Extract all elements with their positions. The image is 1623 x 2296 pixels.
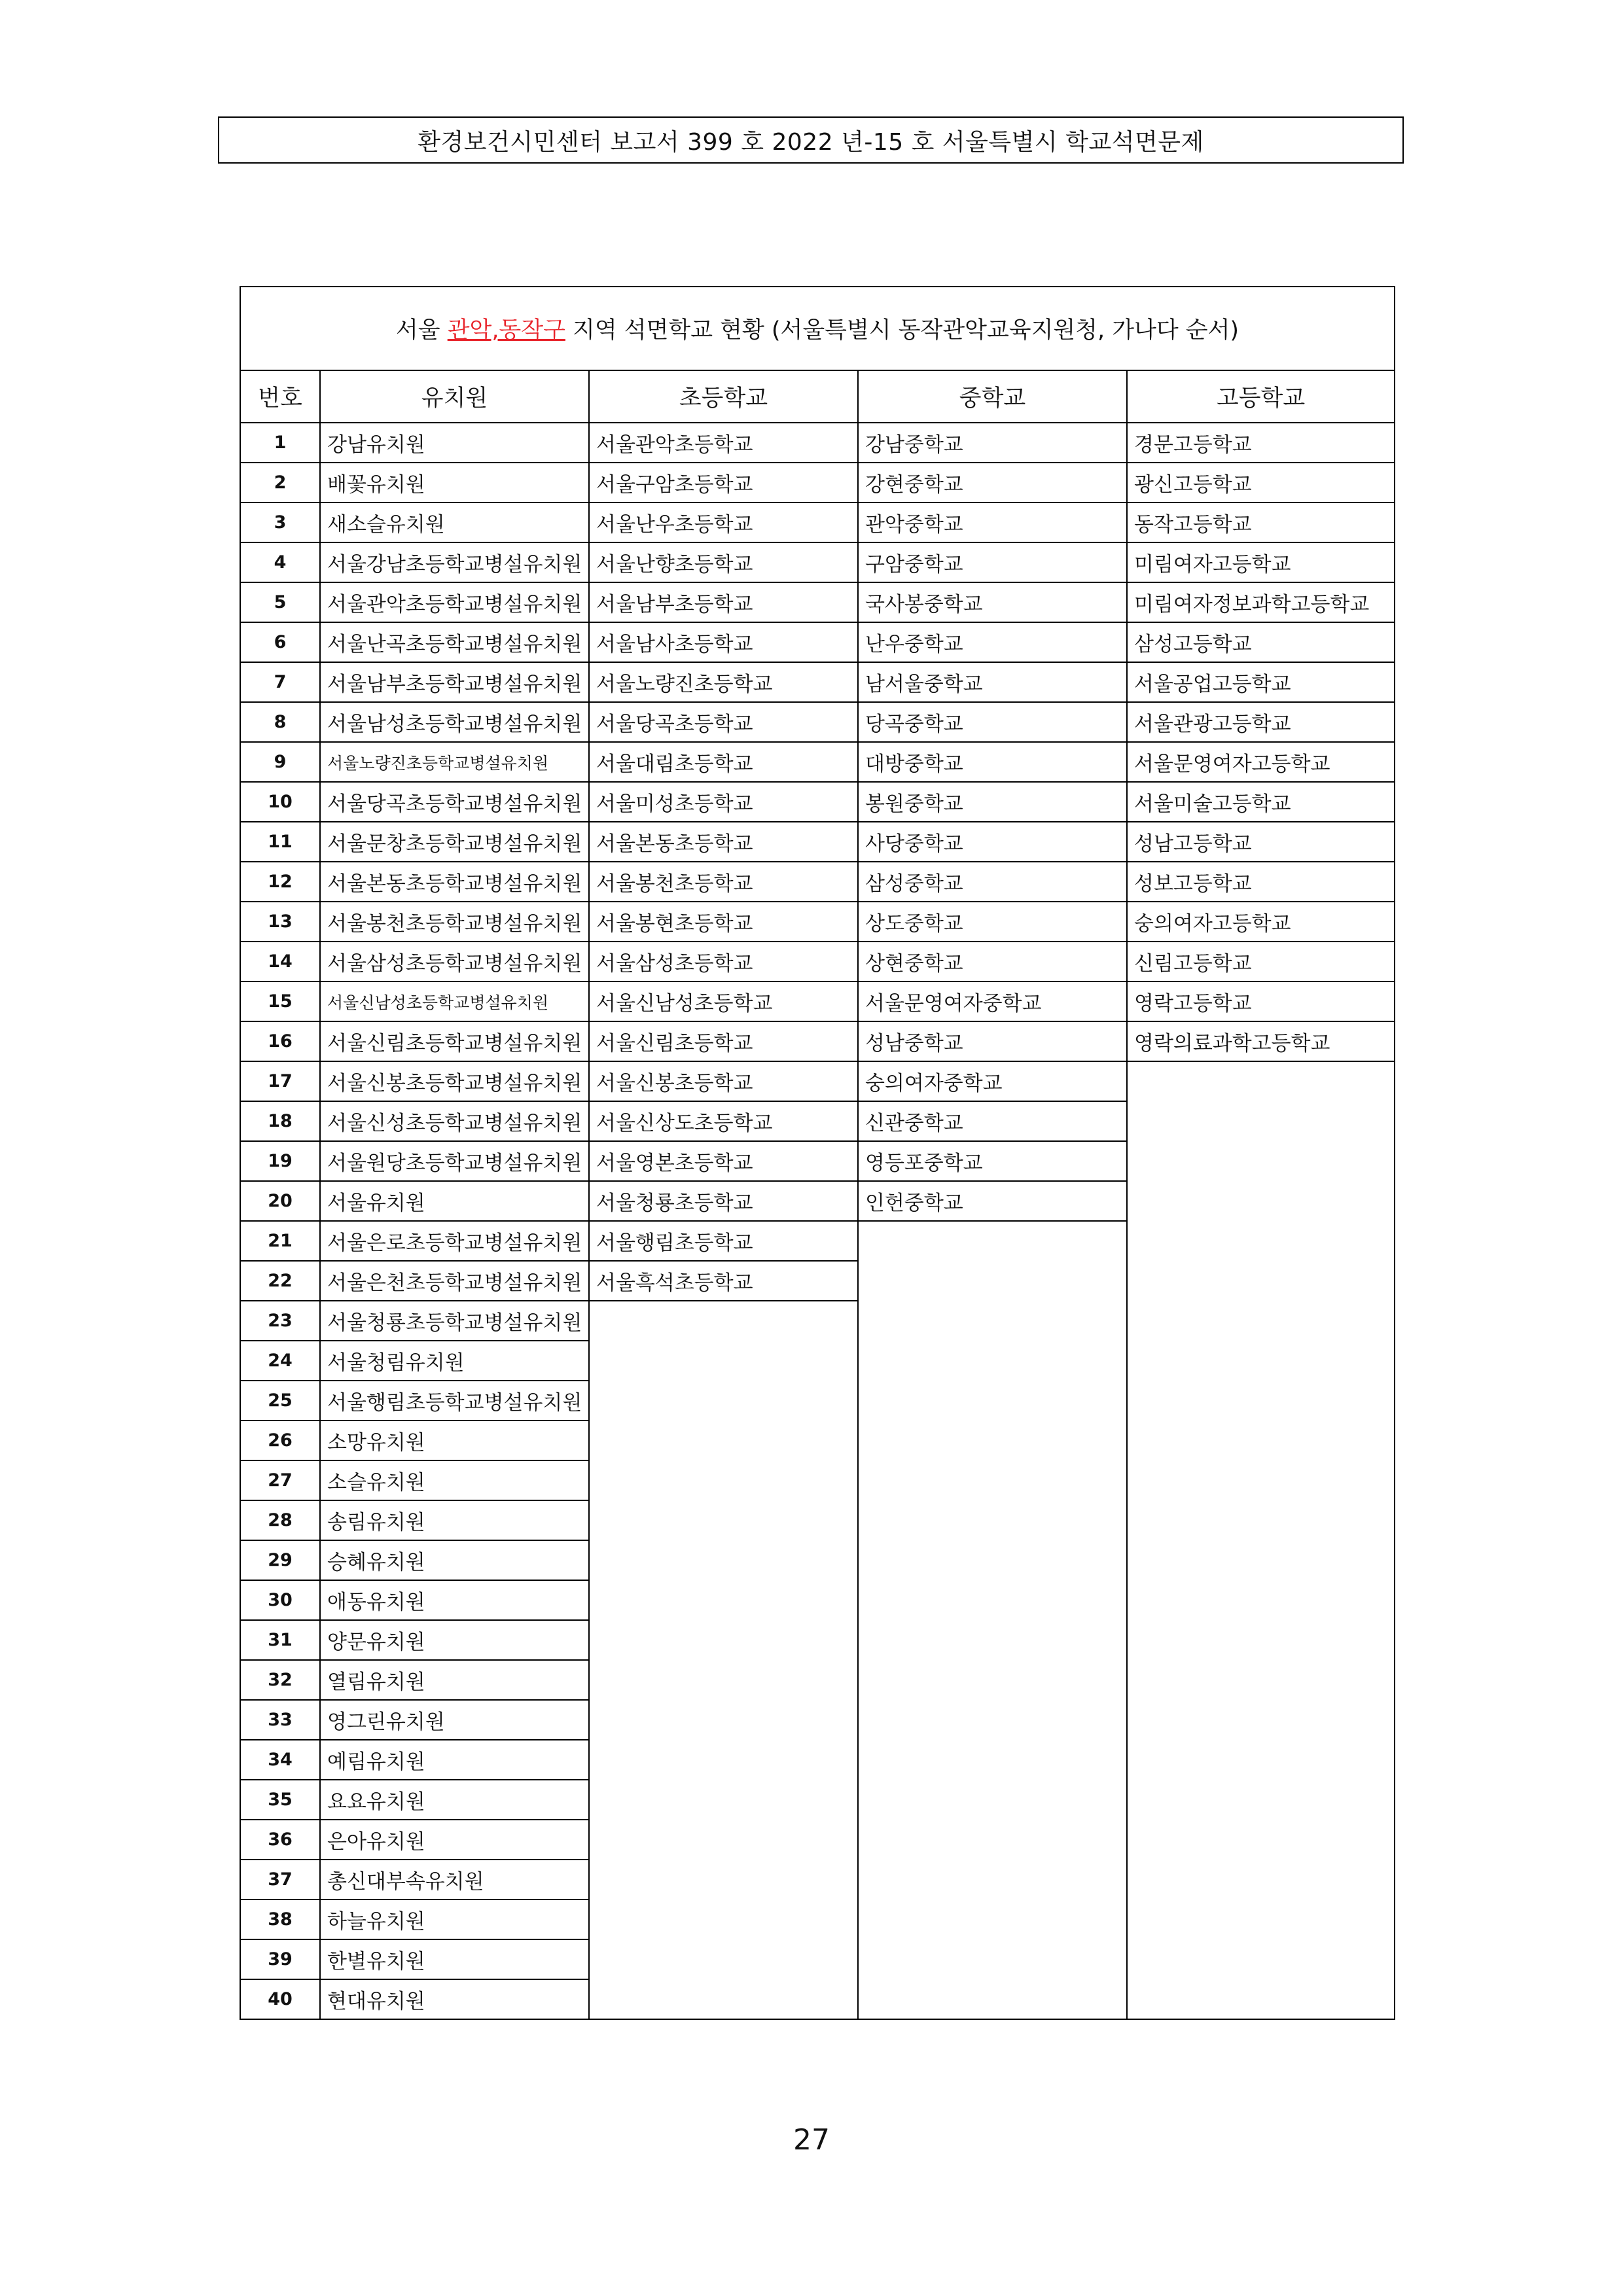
kindergarten-cell: 서울문창초등학교병설유치원	[320, 822, 589, 862]
elementary-cell: 서울청룡초등학교	[589, 1181, 858, 1221]
high-cell: 미림여자고등학교	[1127, 542, 1395, 582]
elementary-cell: 서울영본초등학교	[589, 1141, 858, 1181]
middle-cell: 남서울중학교	[858, 662, 1127, 702]
high-cell: 광신고등학교	[1127, 463, 1395, 503]
row-number: 11	[240, 822, 320, 862]
high-cell: 성보고등학교	[1127, 862, 1395, 902]
table-row	[240, 542, 1395, 582]
elementary-cell: 서울신봉초등학교	[589, 1061, 858, 1101]
middle-cell: 성남중학교	[858, 1021, 1127, 1061]
middle-cell: 강현중학교	[858, 463, 1127, 503]
middle-cell: 난우중학교	[858, 622, 1127, 662]
high-cell: 서울관광고등학교	[1127, 702, 1395, 742]
row-number: 38	[240, 1899, 320, 1939]
row-number: 15	[240, 981, 320, 1021]
table-row	[240, 981, 1395, 1021]
elementary-cell: 서울삼성초등학교	[589, 942, 858, 981]
kindergarten-cell: 서울봉천초등학교병설유치원	[320, 902, 589, 942]
row-number: 8	[240, 702, 320, 742]
row-number: 12	[240, 862, 320, 902]
elementary-cell: 서울봉현초등학교	[589, 902, 858, 942]
middle-cell: 당곡중학교	[858, 702, 1127, 742]
empty-cell	[858, 1221, 1127, 2019]
kindergarten-cell: 하늘유치원	[320, 1899, 589, 1939]
kindergarten-cell: 서울당곡초등학교병설유치원	[320, 782, 589, 822]
row-number: 33	[240, 1700, 320, 1740]
table-row	[240, 702, 1395, 742]
row-number: 30	[240, 1580, 320, 1620]
kindergarten-cell: 서울신성초등학교병설유치원	[320, 1101, 589, 1141]
empty-cell	[1127, 1061, 1395, 2019]
elementary-cell: 서울흑석초등학교	[589, 1261, 858, 1301]
table-title-prefix: 서울	[395, 317, 448, 344]
middle-cell: 관악중학교	[858, 503, 1127, 542]
kindergarten-cell: 요요유치원	[320, 1780, 589, 1820]
middle-cell: 영등포중학교	[858, 1141, 1127, 1181]
middle-cell: 상도중학교	[858, 902, 1127, 942]
table-title-region: 관악,동작구	[447, 317, 565, 344]
high-cell: 서울공업고등학교	[1127, 662, 1395, 702]
elementary-cell: 서울신림초등학교	[589, 1021, 858, 1061]
row-number: 24	[240, 1341, 320, 1381]
middle-cell: 구암중학교	[858, 542, 1127, 582]
high-cell: 미림여자정보과학고등학교	[1127, 582, 1395, 622]
elementary-cell: 서울본동초등학교	[589, 822, 858, 862]
column-header-middle: 중학교	[858, 370, 1127, 423]
report-header-text: 환경보건시민센터 보고서 399 호 2022 년-15 호 서울특별시 학교석면문제	[418, 128, 1204, 156]
middle-cell: 사당중학교	[858, 822, 1127, 862]
row-number: 14	[240, 942, 320, 981]
row-number: 22	[240, 1261, 320, 1301]
kindergarten-cell: 서울청림유치원	[320, 1341, 589, 1381]
elementary-cell: 서울난향초등학교	[589, 542, 858, 582]
table-row	[240, 902, 1395, 942]
row-number: 36	[240, 1820, 320, 1860]
kindergarten-cell: 서울신림초등학교병설유치원	[320, 1021, 589, 1061]
high-cell: 성남고등학교	[1127, 822, 1395, 862]
table-row	[240, 622, 1395, 662]
kindergarten-cell: 소망유치원	[320, 1421, 589, 1460]
report-header	[218, 116, 1404, 164]
elementary-cell: 서울노량진초등학교	[589, 662, 858, 702]
row-number: 29	[240, 1540, 320, 1580]
high-cell: 서울미술고등학교	[1127, 782, 1395, 822]
kindergarten-cell: 서울청룡초등학교병설유치원	[320, 1301, 589, 1341]
row-number: 2	[240, 463, 320, 503]
row-number: 37	[240, 1860, 320, 1899]
kindergarten-cell: 서울남부초등학교병설유치원	[320, 662, 589, 702]
middle-cell: 인헌중학교	[858, 1181, 1127, 1221]
row-number: 19	[240, 1141, 320, 1181]
kindergarten-cell: 은아유치원	[320, 1820, 589, 1860]
kindergarten-cell: 서울행림초등학교병설유치원	[320, 1381, 589, 1421]
row-number: 1	[240, 423, 320, 463]
middle-cell: 대방중학교	[858, 742, 1127, 782]
elementary-cell: 서울당곡초등학교	[589, 702, 858, 742]
high-cell: 숭의여자고등학교	[1127, 902, 1395, 942]
table-row	[240, 582, 1395, 622]
row-number: 17	[240, 1061, 320, 1101]
kindergarten-cell: 서울삼성초등학교병설유치원	[320, 942, 589, 981]
kindergarten-cell: 예림유치원	[320, 1740, 589, 1780]
row-number: 21	[240, 1221, 320, 1261]
kindergarten-cell: 한별유치원	[320, 1939, 589, 1979]
row-number: 34	[240, 1740, 320, 1780]
table-row	[240, 822, 1395, 862]
kindergarten-cell: 배꽃유치원	[320, 463, 589, 503]
kindergarten-cell: 서울은로초등학교병설유치원	[320, 1221, 589, 1261]
table-title-suffix: 지역 석면학교 현황 (서울특별시 동작관악교육지원청, 가나다 순서)	[565, 317, 1240, 344]
kindergarten-cell: 열림유치원	[320, 1660, 589, 1700]
kindergarten-cell: 영그린유치원	[320, 1700, 589, 1740]
kindergarten-cell: 서울본동초등학교병설유치원	[320, 862, 589, 902]
page-number: 27	[793, 2123, 830, 2157]
middle-cell: 국사봉중학교	[858, 582, 1127, 622]
kindergarten-cell: 서울강남초등학교병설유치원	[320, 542, 589, 582]
row-number: 23	[240, 1301, 320, 1341]
table-row	[240, 742, 1395, 782]
row-number: 25	[240, 1381, 320, 1421]
row-number: 10	[240, 782, 320, 822]
row-number: 26	[240, 1421, 320, 1460]
kindergarten-cell: 승혜유치원	[320, 1540, 589, 1580]
middle-cell: 강남중학교	[858, 423, 1127, 463]
row-number: 31	[240, 1620, 320, 1660]
kindergarten-cell: 현대유치원	[320, 1979, 589, 2019]
kindergarten-cell: 서울신남성초등학교병설유치원	[320, 981, 589, 1021]
row-number: 20	[240, 1181, 320, 1221]
middle-cell: 삼성중학교	[858, 862, 1127, 902]
row-number: 18	[240, 1101, 320, 1141]
row-number: 4	[240, 542, 320, 582]
asbestos-schools-table	[240, 286, 1395, 2020]
kindergarten-cell: 총신대부속유치원	[320, 1860, 589, 1899]
table-row	[240, 942, 1395, 981]
row-number: 27	[240, 1460, 320, 1500]
high-cell: 영락고등학교	[1127, 981, 1395, 1021]
high-cell: 영락의료과학고등학교	[1127, 1021, 1395, 1061]
elementary-cell: 서울구암초등학교	[589, 463, 858, 503]
elementary-cell: 서울신상도초등학교	[589, 1101, 858, 1141]
elementary-cell: 서울대림초등학교	[589, 742, 858, 782]
column-header-kindergarten: 유치원	[320, 370, 589, 423]
row-number: 40	[240, 1979, 320, 2019]
row-number: 16	[240, 1021, 320, 1061]
table-row	[240, 862, 1395, 902]
kindergarten-cell: 송림유치원	[320, 1500, 589, 1540]
kindergarten-cell: 서울원당초등학교병설유치원	[320, 1141, 589, 1181]
middle-cell: 서울문영여자중학교	[858, 981, 1127, 1021]
table-title	[240, 287, 1395, 370]
row-number: 32	[240, 1660, 320, 1700]
table-body	[240, 423, 1395, 2019]
kindergarten-cell: 서울관악초등학교병설유치원	[320, 582, 589, 622]
middle-cell: 봉원중학교	[858, 782, 1127, 822]
table-row	[240, 1021, 1395, 1061]
empty-cell	[589, 1301, 858, 2019]
high-cell: 경문고등학교	[1127, 423, 1395, 463]
elementary-cell: 서울행림초등학교	[589, 1221, 858, 1261]
elementary-cell: 서울난우초등학교	[589, 503, 858, 542]
elementary-cell: 서울남부초등학교	[589, 582, 858, 622]
elementary-cell: 서울신남성초등학교	[589, 981, 858, 1021]
kindergarten-cell: 서울은천초등학교병설유치원	[320, 1261, 589, 1301]
kindergarten-cell: 강남유치원	[320, 423, 589, 463]
table-row	[240, 782, 1395, 822]
kindergarten-cell: 서울남성초등학교병설유치원	[320, 702, 589, 742]
column-header-elementary: 초등학교	[589, 370, 858, 423]
kindergarten-cell: 소슬유치원	[320, 1460, 589, 1500]
kindergarten-cell: 서울유치원	[320, 1181, 589, 1221]
elementary-cell: 서울봉천초등학교	[589, 862, 858, 902]
column-header-number: 번호	[240, 370, 320, 423]
kindergarten-cell: 서울노량진초등학교병설유치원	[320, 742, 589, 782]
row-number: 39	[240, 1939, 320, 1979]
row-number: 7	[240, 662, 320, 702]
middle-cell: 상현중학교	[858, 942, 1127, 981]
row-number: 28	[240, 1500, 320, 1540]
middle-cell: 숭의여자중학교	[858, 1061, 1127, 1101]
row-number: 6	[240, 622, 320, 662]
table-row	[240, 503, 1395, 542]
middle-cell: 신관중학교	[858, 1101, 1127, 1141]
kindergarten-cell: 새소슬유치원	[320, 503, 589, 542]
high-cell: 삼성고등학교	[1127, 622, 1395, 662]
row-number: 9	[240, 742, 320, 782]
high-cell: 신림고등학교	[1127, 942, 1395, 981]
kindergarten-cell: 서울난곡초등학교병설유치원	[320, 622, 589, 662]
elementary-cell: 서울미성초등학교	[589, 782, 858, 822]
table-row	[240, 463, 1395, 503]
kindergarten-cell: 애동유치원	[320, 1580, 589, 1620]
high-cell: 동작고등학교	[1127, 503, 1395, 542]
kindergarten-cell: 서울신봉초등학교병설유치원	[320, 1061, 589, 1101]
row-number: 35	[240, 1780, 320, 1820]
column-header-high: 고등학교	[1127, 370, 1395, 423]
high-cell: 서울문영여자고등학교	[1127, 742, 1395, 782]
row-number: 3	[240, 503, 320, 542]
row-number: 13	[240, 902, 320, 942]
kindergarten-cell: 양문유치원	[320, 1620, 589, 1660]
elementary-cell: 서울관악초등학교	[589, 423, 858, 463]
table-row	[240, 662, 1395, 702]
table-row	[240, 423, 1395, 463]
table-row	[240, 1061, 1395, 1101]
row-number: 5	[240, 582, 320, 622]
elementary-cell: 서울남사초등학교	[589, 622, 858, 662]
